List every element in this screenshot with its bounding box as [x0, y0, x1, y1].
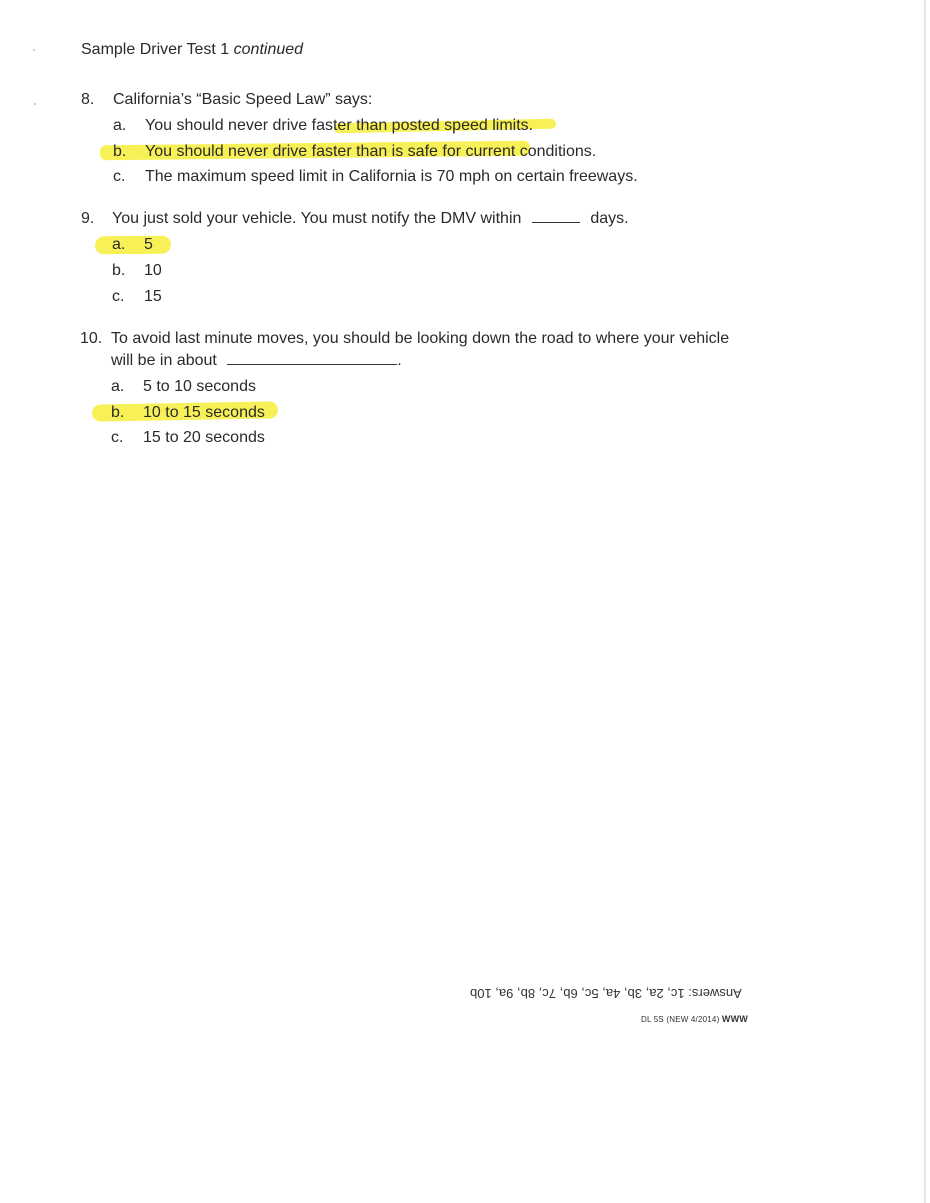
option-letter: c. — [112, 288, 125, 305]
answer-blank — [532, 222, 580, 223]
option-text: 5 — [144, 236, 153, 253]
highlight-q9-a — [95, 236, 171, 255]
option-text: 15 to 20 seconds — [143, 429, 265, 446]
question-text-after: days. — [590, 210, 629, 227]
question-text-before: You just sold your vehicle. You must notify the DMV within — [112, 210, 522, 227]
answer-blank — [227, 364, 397, 365]
option-letter: b. — [111, 404, 125, 421]
question-number: 10. — [80, 330, 103, 347]
option-text: 10 to 15 seconds — [143, 404, 265, 421]
question-number: 8. — [81, 91, 95, 108]
form-id — [641, 1014, 748, 1024]
question-text — [112, 210, 629, 228]
option-text: You should never drive faster than posted speed limits. — [145, 117, 534, 134]
question-text-line1: To avoid last minute moves, you should be looking down the road to where your vehicle — [111, 330, 730, 347]
option-text: You should never drive faster than is safe for current conditions. — [145, 143, 597, 160]
header-title: Sample Driver Test 1 — [81, 41, 230, 58]
option-letter: a. — [111, 378, 125, 395]
scan-edge — [924, 0, 926, 1203]
option-text: 5 to 10 seconds — [143, 378, 256, 395]
option-text: The maximum speed limit in California is 70 mph on certain freeways. — [145, 168, 638, 185]
header-continued: continued — [233, 41, 304, 58]
form-suffix: WWW — [721, 1014, 748, 1024]
option-letter: a. — [112, 236, 126, 253]
question-text-after: . — [397, 352, 402, 369]
question-text-before: will be in about — [111, 352, 217, 369]
answer-key-upside-down: Answers: 1c, 2a, 3b, 4a, 5c, 6b, 7c, 8b, 9a, 10b — [470, 986, 742, 1001]
question-text: California’s “Basic Speed Law” says: — [113, 91, 373, 108]
scan-speck — [33, 49, 35, 51]
question-number: 9. — [81, 210, 95, 227]
question-text-line2 — [111, 352, 402, 370]
option-letter: c. — [113, 168, 126, 185]
option-letter: a. — [113, 117, 127, 134]
form-code: DL 5S (NEW 4/2014) — [641, 1015, 720, 1024]
scan-speck — [34, 103, 36, 105]
option-letter: b. — [113, 143, 127, 160]
option-text: 10 — [144, 262, 162, 279]
option-text: 15 — [144, 288, 162, 305]
option-letter: b. — [112, 262, 126, 279]
page-header — [81, 41, 303, 59]
option-letter: c. — [111, 429, 124, 446]
